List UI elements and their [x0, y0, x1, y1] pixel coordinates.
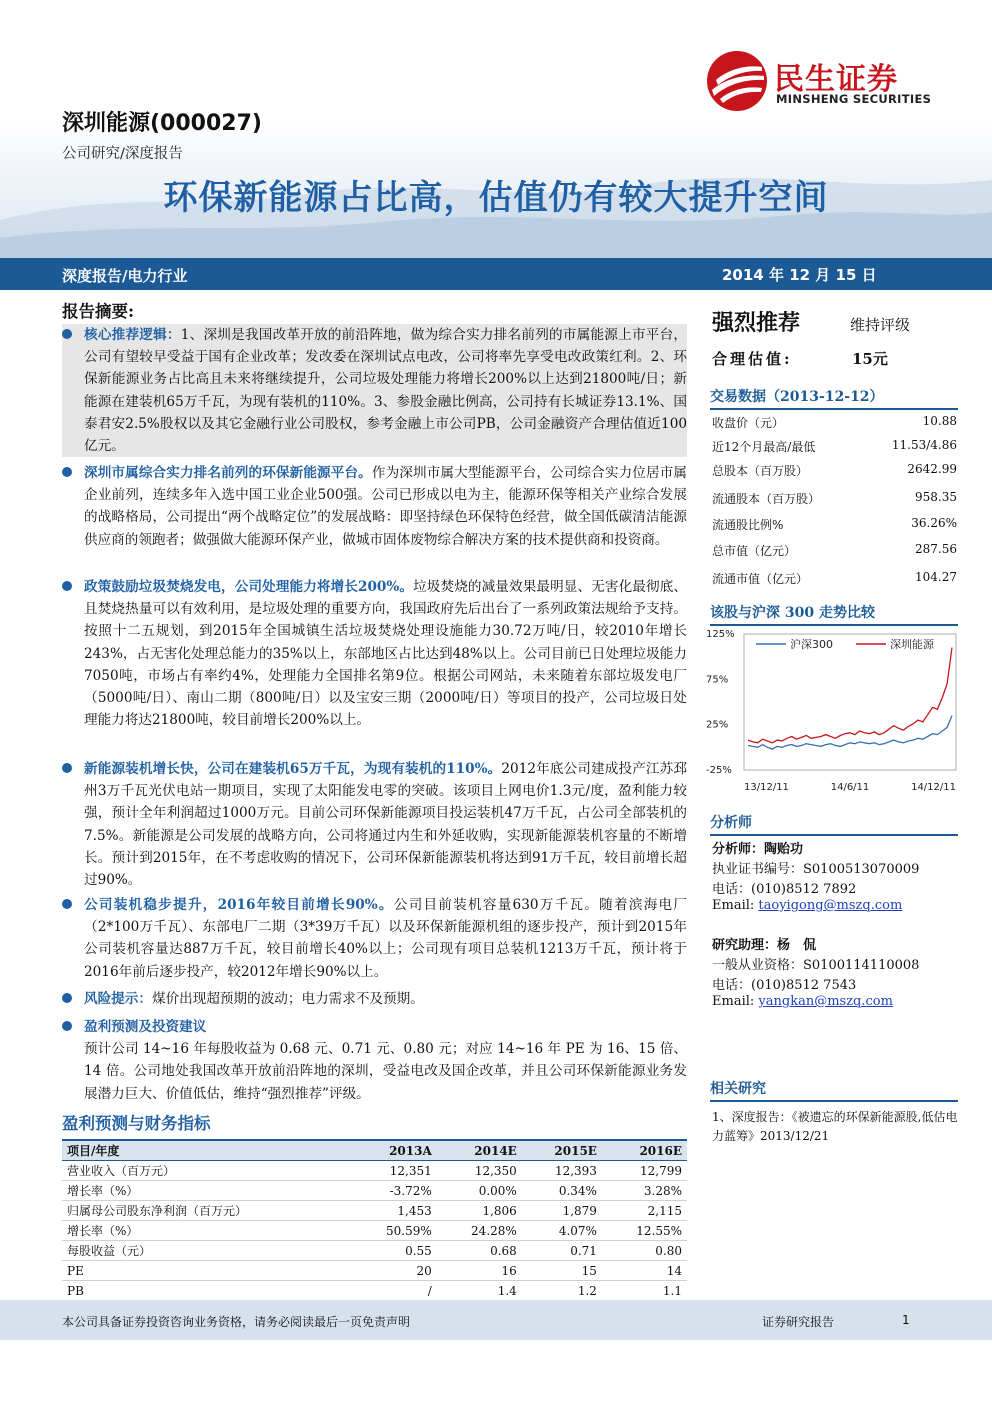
trade-row	[712, 490, 957, 508]
table-cell: 15	[522, 1261, 602, 1281]
trade-value: 11.53/4.86	[891, 438, 957, 452]
paragraph-text: 垃圾焚烧的减量效果最明显、无害化最彻底、且焚烧热量可以有效利用，是垃圾处理的重要方向，我国政府先后出台了一系列政策法规给予支持。按照十二五规划，到2015年全国城镇生活垃圾焚烧处理设施能力30.72万吨/日，较2010年增长243%，占无害化处理总能力的35%以上，东部地区占比达到48%以上。公司目前已日处理垃圾能力7050吨，市场占有率约4%，处理能力全国排名第9位。根据公司网站，未来随着东部垃圾发电厂（5000吨/日）、南山二期（800吨/日）以及宝安三期（2000吨/日）等项目的投产，公司垃圾日处理能力将达21800吨，较目前增长200%以上。	[84, 579, 688, 729]
footer-disclaimer: 本公司具备证券投资咨询业务资格，请务必阅读最后一页免责声明	[62, 1315, 411, 1329]
paragraph-keyword: 政策鼓励垃圾焚烧发电，公司处理能力将增长200%。	[84, 579, 414, 595]
table-cell: 0.00%	[437, 1181, 522, 1201]
assistant-cert: 一般从业资格：S0100114110008	[712, 958, 920, 973]
summary-paragraph	[62, 576, 687, 731]
y-tick-label: 25%	[706, 719, 729, 731]
table-cell: 增长率（%）	[62, 1181, 352, 1201]
table-cell: 2,115	[602, 1201, 687, 1221]
analyst-cert: 执业证书编号：S0100513070009	[712, 862, 920, 877]
bullet-icon	[62, 1021, 72, 1031]
table-cell: 12,351	[352, 1161, 437, 1181]
table-cell: 0.68	[437, 1241, 522, 1261]
email-label: Email:	[712, 898, 759, 913]
table-cell: 1.1	[602, 1281, 687, 1302]
table-cell: 12.55%	[602, 1221, 687, 1241]
table-cell: /	[352, 1281, 437, 1302]
forecast-heading: 盈利预测与财务指标	[62, 1114, 211, 1133]
trend-chart	[704, 628, 962, 796]
table-cell: 1,879	[522, 1201, 602, 1221]
analyst-name: 分析师：陶贻功	[712, 842, 804, 857]
paragraph-text: 1、深圳是我国改革开放的前沿阵地，做为综合实力排名前列的市属能源上市平台，公司有望较早受益于国有企业改革；发改委在深圳试点电改，公司将率先享受电改政策红利。2、环保新能源业务占比高且未来将继续提升，公司垃圾处理能力将增长200%以上达到21800吨/日；新能源在建装机65万千瓦，为现有装机的110%。3、参股金融比例高，公司持有长城证券13.1%、国泰君安2.5%股权以及其它金融行业公司股权，参考金融上市公司PB，公司金融资产合理估值近100亿元。	[84, 327, 688, 455]
logo-cn-text: 民生证券	[774, 62, 898, 97]
table-cell: 1.2	[522, 1281, 602, 1302]
x-tick-label: 14/6/11	[830, 782, 870, 793]
bullet-icon	[62, 329, 72, 339]
table-row	[62, 1241, 687, 1261]
table-cell: 营业收入（百万元）	[62, 1161, 352, 1181]
trade-value: 958.35	[915, 490, 957, 504]
summary-paragraph	[62, 1016, 687, 1105]
band-date: 2014 年 12 月 15 日	[722, 266, 877, 284]
table-cell: 1,453	[352, 1201, 437, 1221]
column-header: 2014E	[437, 1140, 522, 1161]
table-row	[62, 1181, 687, 1201]
table-cell: 0.71	[522, 1241, 602, 1261]
page-number: 1	[902, 1313, 910, 1327]
paragraph-keyword: 盈利预测及投资建议	[84, 1019, 207, 1035]
summary-paragraph	[62, 894, 687, 983]
column-header: 2013A	[352, 1140, 437, 1161]
column-header: 项目/年度	[62, 1140, 352, 1161]
table-row	[62, 1201, 687, 1221]
legend-label: 沪深300	[790, 638, 833, 651]
logo-en-text: MINSHENG SECURITIES	[776, 92, 932, 106]
trade-label: 总股本（百万股）	[712, 464, 809, 478]
summary-paragraph	[62, 462, 687, 551]
table-cell: 3.28%	[602, 1181, 687, 1201]
rating: 强烈推荐	[712, 311, 801, 336]
y-tick-label: -25%	[706, 765, 732, 776]
y-tick-label: 75%	[706, 674, 729, 686]
related-heading: 相关研究	[710, 1078, 958, 1102]
report-title: 环保新能源占比高，估值仍有较大提升空间	[163, 178, 829, 218]
table-cell: 12,799	[602, 1161, 687, 1181]
table-cell: 归属母公司股东净利润（百万元）	[62, 1201, 352, 1221]
summary-paragraph	[62, 758, 687, 891]
trade-data-heading: 交易数据（2013-12-12）	[710, 386, 958, 410]
minsheng-logo	[706, 50, 941, 114]
table-cell: 0.34%	[522, 1181, 602, 1201]
table-cell: 12,350	[437, 1161, 522, 1181]
paragraph-text: 公司目前装机容量630万千瓦。随着滨海电厂（2*100万千瓦）、东部电厂二期（3*39万千瓦）以及环保新能源机组的逐步投产，预计到2015年公司装机容量达887万千瓦，较目前增长40%以上；公司现有项目总装机1213万千瓦，预计将于2016年前后逐步投产，较2012年增长90%以上。	[84, 897, 687, 980]
table-cell: 12,393	[522, 1161, 602, 1181]
trend-heading: 该股与沪深 300 走势比较	[710, 602, 958, 626]
trade-label: 收盘价（元）	[712, 416, 785, 430]
x-tick-label: 13/12/11	[744, 782, 789, 793]
bullet-icon	[62, 467, 72, 477]
analyst-phone: 电话：(010)8512 7892	[712, 882, 857, 897]
band-category: 深度报告/电力行业	[62, 267, 188, 285]
table-cell: 1,806	[437, 1201, 522, 1221]
table-cell: 20	[352, 1261, 437, 1281]
trade-label: 流通股本（百万股）	[712, 492, 821, 506]
table-cell: 14	[602, 1261, 687, 1281]
table-cell: PB	[62, 1281, 352, 1302]
rating-sub: 维持评级	[850, 316, 911, 334]
summary-paragraph	[62, 988, 687, 1010]
trade-row	[712, 570, 957, 588]
paragraph-keyword: 深圳市属综合实力排名前列的环保新能源平台。	[84, 465, 372, 481]
invest-advice-text: 预计公司 14~16 年每股收益为 0.68 元、0.71 元、0.80 元；对应 14~16 年 PE 为 16、15 倍、14 倍。公司地处我国改革开放前沿阵地的深圳，受益电改及国企改革，并且公司环保新能源业务发展潜力巨大、价值低估，维持“强烈推荐”评级。	[84, 1041, 687, 1102]
related-report[interactable]: 1、深度报告：《被遗忘的环保新能源股,低估电力蓝筹》2013/12/21	[712, 1110, 958, 1143]
table-cell: 4.07%	[522, 1221, 602, 1241]
bullet-icon	[62, 581, 72, 591]
y-tick-label: 125%	[706, 629, 735, 640]
table-cell: 50.59%	[352, 1221, 437, 1241]
report-type: 公司研究/深度报告	[62, 146, 183, 162]
email-label: Email:	[712, 994, 759, 1009]
analyst-heading: 分析师	[710, 812, 958, 836]
trade-row	[712, 414, 957, 432]
trade-value: 104.27	[915, 570, 957, 584]
summary-paragraph	[62, 324, 687, 457]
column-header: 2015E	[522, 1140, 602, 1161]
assistant-name: 研究助理：杨 侃	[712, 938, 817, 953]
column-header: 2016E	[602, 1140, 687, 1161]
trade-label: 流通股比例%	[712, 518, 784, 532]
table-row	[62, 1281, 687, 1302]
table-cell: 24.28%	[437, 1221, 522, 1241]
legend-label: 深圳能源	[890, 638, 934, 651]
table-cell: 0.55	[352, 1241, 437, 1261]
table-cell: PE	[62, 1261, 352, 1281]
assistant-phone: 电话：(010)8512 7543	[712, 978, 857, 993]
table-header-row	[62, 1140, 687, 1161]
bullet-icon	[62, 763, 72, 773]
summary-heading: 报告摘要:	[62, 302, 135, 321]
assistant-email-row	[712, 994, 893, 1009]
trade-row	[712, 438, 957, 456]
bullet-icon	[62, 993, 72, 1003]
trade-row	[712, 542, 957, 560]
paragraph-keyword: 新能源装机增长快，公司在建装机65万千瓦，为现有装机的110%。	[84, 761, 502, 777]
paragraph-text: 2012年底公司建成投产江苏邳州3万千瓦光伏电站一期项目，实现了太阳能发电零的突破。该项目上网电价1.3元/度，盈利能力较强，预计全年利润超过1000万元。目前公司环保新能源项目投运装机47万千瓦，占公司全部装机的7.5%。新能源是公司发展的战略方向，公司将通过内生和外延收购，实现新能源装机容量的不断增长。预计到2015年，在不考虑收购的情况下，公司环保新能源装机将达到91万千瓦，较目前增长超过90%。	[84, 761, 687, 889]
plot-frame	[744, 634, 956, 770]
table-cell: -3.72%	[352, 1181, 437, 1201]
valuation-value: 15元	[852, 350, 888, 368]
valuation-label: 合理估值:	[712, 350, 793, 368]
paragraph-keyword: 公司装机稳步提升，2016年较目前增长90%。	[84, 897, 394, 913]
analyst-email-link[interactable]: taoyigong@mszq.com	[758, 898, 903, 913]
company-name: 深圳能源(000027)	[62, 111, 262, 136]
table-row	[62, 1261, 687, 1281]
paragraph-keyword: 风险提示：	[84, 991, 152, 1007]
table-cell: 0.80	[602, 1241, 687, 1261]
table-cell: 16	[437, 1261, 522, 1281]
trade-label: 流通市值（亿元）	[712, 572, 809, 586]
trade-label: 近12个月最高/最低	[712, 440, 816, 454]
table-row	[62, 1161, 687, 1181]
trade-row	[712, 462, 957, 480]
table-cell: 1.4	[437, 1281, 522, 1302]
footer-label: 证券研究报告	[762, 1315, 835, 1329]
table-cell: 增长率（%）	[62, 1221, 352, 1241]
logo-mark-icon	[706, 50, 768, 112]
bullet-icon	[62, 899, 72, 909]
trade-value: 10.88	[922, 414, 957, 428]
paragraph-keyword: 核心推荐逻辑：	[84, 327, 181, 343]
x-tick-label: 14/12/11	[911, 782, 956, 793]
trade-value: 36.26%	[911, 516, 957, 530]
assistant-email-link[interactable]: yangkan@mszq.com	[758, 994, 893, 1009]
trade-value: 287.56	[915, 542, 957, 556]
trade-row	[712, 516, 957, 534]
table-cell: 每股收益（元）	[62, 1241, 352, 1261]
paragraph-text: 作为深圳市属大型能源平台，公司综合实力位居市属企业前列，连续多年入选中国工业企业500强。公司已形成以电为主，能源环保等相关产业综合发展的战略格局，公司提出“两个战略定位”的发展战略：即坚持绿色环保特色经营，做全国低碳清洁能源供应商的领跑者；做强做大能源环保产业，做城市固体废物综合解决方案的技术提供商和投资商。	[84, 465, 688, 548]
series-line	[748, 648, 952, 743]
paragraph-text: 煤价出现超预期的波动；电力需求不及预期。	[151, 991, 424, 1007]
analyst-email-row	[712, 898, 902, 913]
trade-label: 总市值（亿元）	[712, 544, 797, 558]
trade-value: 2642.99	[907, 462, 957, 476]
table-row	[62, 1221, 687, 1241]
forecast-table	[62, 1139, 687, 1302]
